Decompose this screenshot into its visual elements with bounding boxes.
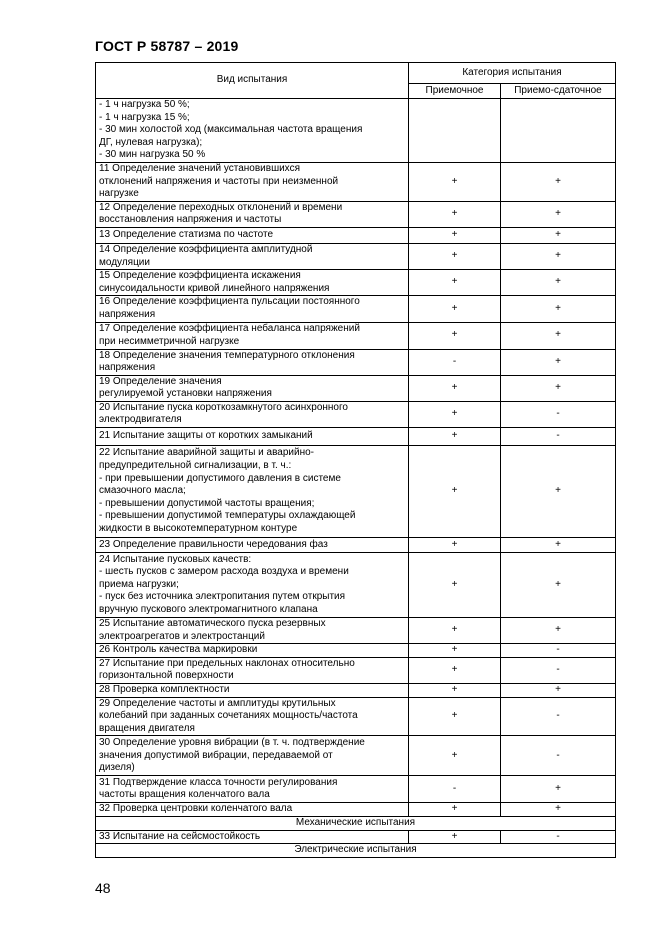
test-name-line: - превышении допустимой частоты вращения;: [99, 497, 315, 509]
test-name-cell: [96, 446, 409, 538]
delivery-acceptance-mark: +: [501, 322, 616, 349]
test-name-line: предупредительной сигнализации, в т. ч.:: [99, 460, 292, 472]
delivery-acceptance-mark: -: [501, 657, 616, 683]
table-row: [96, 736, 616, 776]
section-row: [96, 817, 616, 831]
test-name-line: 30 Определение уровня вибрации (в т. ч. подтверждение: [99, 737, 365, 749]
table-row: [96, 644, 616, 658]
test-name-cell: [96, 162, 409, 201]
acceptance-mark: +: [409, 243, 501, 269]
test-name-cell: [96, 657, 409, 683]
test-name-cell: [96, 618, 409, 644]
delivery-acceptance-mark: +: [501, 803, 616, 817]
test-name-line: 21 Испытание защиты от коротких замыканий: [99, 430, 313, 442]
acceptance-mark: +: [409, 270, 501, 296]
acceptance-mark: +: [409, 227, 501, 243]
column-header-acceptance: Приемочное: [409, 84, 501, 99]
delivery-acceptance-mark: +: [501, 776, 616, 803]
test-name-cell: [96, 296, 409, 322]
table-header-row: [96, 63, 616, 84]
test-name-cell: [96, 697, 409, 736]
test-name-cell: [96, 99, 409, 163]
column-header-delivery-acceptance: Приемо-сдаточное: [501, 84, 616, 99]
test-name-line: частоты вращения коленчатого вала: [99, 789, 270, 801]
test-name-line: напряжения: [99, 362, 156, 374]
table-row: [96, 162, 616, 201]
test-name-line: 27 Испытание при предельных наклонах относительно: [99, 657, 355, 669]
test-name-line: колебаний при заданных сочетаниях мощность/частота: [99, 710, 358, 722]
test-name-line: - превышении допустимой температуры охлаждающей: [99, 510, 356, 522]
test-name-line: 19 Определение значения: [99, 375, 222, 387]
column-header-test-category: Категория испытания: [409, 63, 616, 84]
acceptance-mark: +: [409, 201, 501, 227]
test-name-cell: [96, 322, 409, 349]
test-name-line: горизонтальной поверхности: [99, 670, 234, 682]
table-row: [96, 538, 616, 553]
test-name-line: 23 Определение правильности чередования фаз: [99, 538, 328, 550]
test-name-line: 31 Подтверждение класса точности регулирования: [99, 776, 338, 788]
test-name-line: - 30 мин нагрузка 50 %: [99, 149, 206, 161]
test-name-line: синусоидальности кривой линейного напряжения: [99, 282, 330, 294]
test-name-line: 13 Определение статизма по частоте: [99, 229, 274, 241]
test-name-cell: [96, 428, 409, 446]
table-row: [96, 446, 616, 538]
delivery-acceptance-mark: +: [501, 684, 616, 698]
acceptance-mark: [409, 99, 501, 163]
test-name-line: смазочного масла;: [99, 485, 186, 497]
table-row: [96, 201, 616, 227]
test-name-line: вручную пускового электромагнитного клапана: [99, 603, 318, 615]
delivery-acceptance-mark: +: [501, 349, 616, 375]
test-name-line: 33 Испытание на сейсмостойкость: [99, 830, 261, 842]
table-row: [96, 99, 616, 163]
test-name-line: ДГ, нулевая нагрузка);: [99, 136, 203, 148]
test-name-cell: [96, 227, 409, 243]
test-name-line: 20 Испытание пуска короткозамкнутого асинхронного: [99, 401, 348, 413]
delivery-acceptance-mark: +: [501, 201, 616, 227]
delivery-acceptance-mark: +: [501, 375, 616, 401]
test-name-line: электродвигателя: [99, 414, 182, 426]
delivery-acceptance-mark: +: [501, 618, 616, 644]
acceptance-mark: -: [409, 349, 501, 375]
delivery-acceptance-mark: +: [501, 538, 616, 553]
table-row: [96, 322, 616, 349]
acceptance-mark: +: [409, 830, 501, 844]
table-row: [96, 243, 616, 269]
test-name-line: 28 Проверка комплектности: [99, 684, 230, 696]
test-name-cell: [96, 401, 409, 427]
test-name-line: 16 Определение коэффициента пульсации постоянного: [99, 296, 360, 308]
test-name-line: нагрузке: [99, 188, 139, 200]
acceptance-mark: +: [409, 296, 501, 322]
test-category-table: [95, 62, 616, 858]
test-name-cell: [96, 736, 409, 776]
table-row: [96, 697, 616, 736]
table-row: [96, 401, 616, 427]
test-name-line: 29 Определение частоты и амплитуды крутильных: [99, 697, 336, 709]
page-number: 48: [95, 880, 111, 896]
table-row: [96, 296, 616, 322]
acceptance-mark: +: [409, 322, 501, 349]
delivery-acceptance-mark: +: [501, 553, 616, 618]
acceptance-mark: +: [409, 736, 501, 776]
table-row: [96, 684, 616, 698]
table-row: [96, 375, 616, 401]
acceptance-mark: +: [409, 618, 501, 644]
test-name-cell: [96, 830, 409, 844]
acceptance-mark: +: [409, 803, 501, 817]
table-row: [96, 349, 616, 375]
table-row: [96, 270, 616, 296]
delivery-acceptance-mark: -: [501, 401, 616, 427]
delivery-acceptance-mark: +: [501, 270, 616, 296]
section-title: Электрические испытания: [96, 844, 616, 858]
delivery-acceptance-mark: [501, 99, 616, 163]
test-name-line: - пуск без источника электропитания путем открытия: [99, 591, 346, 603]
test-name-line: 26 Контроль качества маркировки: [99, 644, 258, 656]
delivery-acceptance-mark: -: [501, 830, 616, 844]
test-name-cell: [96, 375, 409, 401]
acceptance-mark: +: [409, 162, 501, 201]
test-name-line: жидкости в высокотемпературном контуре: [99, 523, 298, 535]
acceptance-mark: +: [409, 375, 501, 401]
table-row: [96, 553, 616, 618]
test-name-cell: [96, 776, 409, 803]
test-name-line: 22 Испытание аварийной защиты и аварийно-: [99, 447, 315, 459]
test-name-cell: [96, 243, 409, 269]
table-row: [96, 657, 616, 683]
acceptance-mark: +: [409, 401, 501, 427]
document-designation: ГОСТ Р 58787 – 2019: [95, 38, 239, 54]
test-name-line: 11 Определение значений установившихся: [99, 162, 300, 174]
test-name-line: восстановления напряжения и частоты: [99, 214, 282, 226]
table-row: [96, 428, 616, 446]
delivery-acceptance-mark: +: [501, 243, 616, 269]
test-name-line: - 1 ч нагрузка 50 %;: [99, 99, 190, 110]
delivery-acceptance-mark: -: [501, 644, 616, 658]
acceptance-mark: +: [409, 428, 501, 446]
acceptance-mark: +: [409, 697, 501, 736]
test-name-cell: [96, 538, 409, 553]
test-name-line: 12 Определение переходных отклонений и времени: [99, 201, 343, 213]
section-row: [96, 844, 616, 858]
table-row: [96, 227, 616, 243]
test-name-line: 15 Определение коэффициента искажения: [99, 270, 301, 282]
test-name-line: при несимметричной нагрузке: [99, 335, 240, 347]
test-name-cell: [96, 644, 409, 658]
acceptance-mark: +: [409, 538, 501, 553]
delivery-acceptance-mark: +: [501, 227, 616, 243]
acceptance-mark: +: [409, 553, 501, 618]
test-name-cell: [96, 201, 409, 227]
test-name-line: 14 Определение коэффициента амплитудной: [99, 243, 313, 255]
delivery-acceptance-mark: +: [501, 446, 616, 538]
test-name-line: - шесть пусков с замером расхода воздуха и времени: [99, 566, 349, 578]
table-row: [96, 830, 616, 844]
test-name-cell: [96, 553, 409, 618]
test-name-line: 18 Определение значения температурного отклонения: [99, 349, 355, 361]
delivery-acceptance-mark: -: [501, 697, 616, 736]
acceptance-mark: +: [409, 657, 501, 683]
test-name-line: приема нагрузки;: [99, 578, 179, 590]
section-title: Механические испытания: [96, 817, 616, 831]
test-name-line: 24 Испытание пусковых качеств:: [99, 553, 252, 565]
table-row: [96, 618, 616, 644]
delivery-acceptance-mark: +: [501, 162, 616, 201]
test-name-line: вращения двигателя: [99, 722, 195, 734]
test-name-line: - при превышении допустимого давления в системе: [99, 472, 341, 484]
test-name-line: дизеля): [99, 762, 135, 774]
acceptance-mark: -: [409, 776, 501, 803]
delivery-acceptance-mark: +: [501, 296, 616, 322]
test-name-line: модуляции: [99, 256, 150, 268]
acceptance-mark: +: [409, 644, 501, 658]
test-name-line: - 1 ч нагрузка 15 %;: [99, 111, 190, 123]
test-name-cell: [96, 349, 409, 375]
delivery-acceptance-mark: -: [501, 736, 616, 776]
test-name-line: 17 Определение коэффициента небаланса напряжений: [99, 322, 360, 334]
test-name-line: напряжения: [99, 308, 156, 320]
test-name-cell: [96, 803, 409, 817]
test-name-line: регулируемой установки напряжения: [99, 388, 272, 400]
test-name-cell: [96, 270, 409, 296]
delivery-acceptance-mark: -: [501, 428, 616, 446]
column-header-test-type: Вид испытания: [96, 63, 409, 99]
acceptance-mark: +: [409, 684, 501, 698]
test-name-line: - 30 мин холостой ход (максимальная частота вращения: [99, 124, 363, 136]
table-row: [96, 776, 616, 803]
table-row: [96, 803, 616, 817]
test-name-cell: [96, 684, 409, 698]
test-name-line: 25 Испытание автоматического пуска резервных: [99, 618, 326, 630]
test-name-line: электроагрегатов и электростанций: [99, 630, 265, 642]
test-name-line: 32 Проверка центровки коленчатого вала: [99, 803, 293, 815]
acceptance-mark: +: [409, 446, 501, 538]
test-name-line: значения допустимой вибрации, передаваемой от: [99, 749, 333, 761]
test-name-line: отклонений напряжения и частоты при неизменной: [99, 175, 339, 187]
